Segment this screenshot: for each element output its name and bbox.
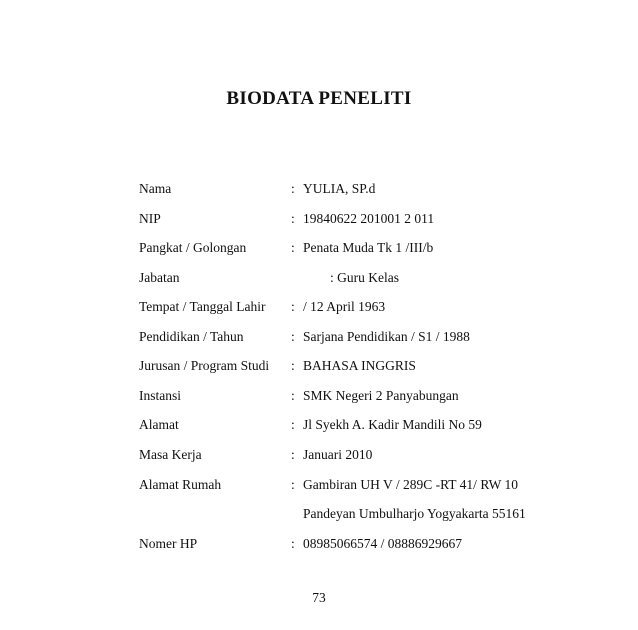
field-value: Sarjana Pendidikan / S1 / 1988 [303, 329, 470, 344]
field-colon: : [291, 240, 295, 255]
field-value: 08985066574 / 08886929667 [303, 536, 463, 551]
field-label: Nama [139, 181, 172, 196]
biodata-row-pangkat [0, 240, 638, 260]
biodata-row-ttl [0, 299, 638, 319]
field-label: NIP [139, 211, 161, 226]
field-value: Gambiran UH V / 289C -RT 41/ RW 10 [303, 477, 518, 492]
field-colon: : [291, 447, 295, 462]
biodata-row-nip [0, 211, 638, 231]
field-value: Jl Syekh A. Kadir Mandili No 59 [303, 417, 482, 432]
field-colon: : [291, 211, 295, 226]
biodata-row-alamat-rumah [0, 477, 638, 497]
page-title: BIODATA PENELITI [226, 88, 412, 109]
field-colon: : [291, 388, 295, 403]
field-value: YULIA, SP.d [303, 181, 376, 196]
field-colon: : [291, 358, 295, 373]
field-value: BAHASA INGGRIS [303, 358, 416, 373]
biodata-row-masa-kerja [0, 447, 638, 467]
field-colon: : [291, 536, 295, 551]
field-label: Pendidikan / Tahun [139, 329, 244, 344]
field-label: Instansi [139, 388, 181, 403]
field-value: Pandeyan Umbulharjo Yogyakarta 55161 [303, 506, 526, 521]
biodata-row-pendidikan [0, 329, 638, 349]
biodata-row-alamat-rumah-cont [0, 506, 638, 526]
field-value: Januari 2010 [303, 447, 373, 462]
biodata-row-jabatan [0, 270, 638, 290]
field-label: Pangkat / Golongan [139, 240, 247, 255]
biodata-row-alamat [0, 417, 638, 437]
field-label: Jurusan / Program Studi [139, 358, 270, 373]
page-number: 73 [312, 590, 326, 605]
field-label: Nomer HP [139, 536, 198, 551]
field-colon: : [291, 477, 295, 492]
field-value: SMK Negeri 2 Panyabungan [303, 388, 459, 403]
field-colon: : [291, 329, 295, 344]
field-colon: : [291, 181, 295, 196]
field-value: Penata Muda Tk 1 /III/b [303, 240, 434, 255]
field-label: Tempat / Tanggal Lahir [139, 299, 266, 314]
field-value: 19840622 201001 2 011 [303, 211, 435, 226]
field-value: / 12 April 1963 [303, 299, 386, 314]
field-label: Alamat Rumah [139, 477, 222, 492]
biodata-row-jurusan [0, 358, 638, 378]
field-value: : Guru Kelas [330, 270, 399, 285]
biodata-row-nama [0, 181, 638, 201]
field-colon: : [291, 299, 295, 314]
field-label: Masa Kerja [139, 447, 202, 462]
biodata-row-nomer-hp [0, 536, 638, 556]
field-label: Alamat [139, 417, 179, 432]
biodata-row-instansi [0, 388, 638, 408]
field-label: Jabatan [139, 270, 180, 285]
field-colon: : [291, 417, 295, 432]
